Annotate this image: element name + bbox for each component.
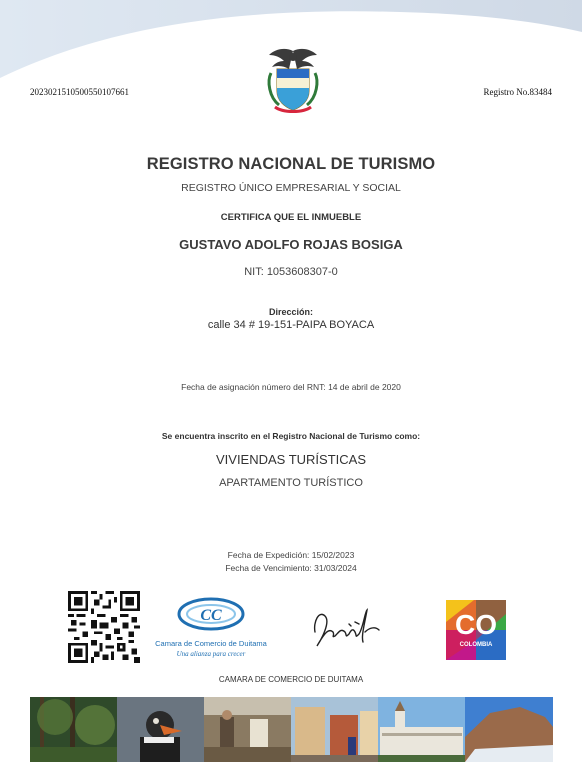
ccd-emblem-icon [155, 594, 267, 634]
fecha-expedicion: Fecha de Expedición: 15/02/2023 [227, 550, 355, 560]
condor-photo [117, 697, 204, 762]
direccion-value: calle 34 # 19-151-PAIPA BOYACA [207, 319, 375, 331]
tourism-photo-strip [30, 697, 553, 762]
colombia-text: COLOMBIA [459, 642, 493, 648]
nit-number: NIT: 1053608307-0 [244, 266, 338, 278]
owner-name: GUSTAVO ADOLFO ROJAS BOSIGA [179, 237, 403, 252]
forest-photo [30, 697, 117, 762]
page-subtitle: REGISTRO ÚNICO EMPRESARIAL Y SOCIAL [181, 182, 401, 194]
page-title: REGISTRO NACIONAL DE TURISMO [146, 155, 436, 173]
subcategory-label: APARTAMENTO TURÍSTICO [219, 477, 363, 489]
qr-code-icon[interactable] [68, 591, 140, 663]
registro-number: Registro No.83484 [483, 87, 552, 97]
signature-icon [305, 602, 385, 652]
certifica-heading: CERTIFICA QUE EL INMUEBLE [220, 212, 362, 223]
inscrito-statement: Se encuentra inscrito en el Registro Nacional de Turismo como: [161, 431, 421, 441]
colombia-coat-of-arms-icon [263, 45, 323, 115]
colonial-town-photo [291, 697, 378, 762]
church-photo [378, 697, 465, 762]
fecha-vencimiento: Fecha de Vencimiento: 31/03/2024 [225, 563, 357, 573]
colombia-co-logo [446, 600, 506, 660]
svg-text:CC: CC [200, 607, 222, 624]
category-label: VIVIENDAS TURÍSTICAS [215, 452, 366, 467]
camara-footer-label: CAMARA DE COMERCIO DE DUITAMA [218, 675, 364, 684]
street-photo [204, 697, 291, 762]
camara-comercio-duitama-logo [155, 594, 267, 658]
ccd-name: Camara de Comercio de Duitama [155, 639, 267, 648]
canyon-photo [465, 697, 553, 762]
document-code-number: 20230215105005501076​61 [30, 87, 129, 97]
co-text: CO [455, 609, 497, 640]
ccd-tagline: Una alianza para crecer [176, 650, 246, 658]
direccion-label: Dirección: [268, 307, 313, 317]
fecha-asignacion: Fecha de asignación número del RNT: 14 de abril de 2020 [181, 382, 401, 392]
